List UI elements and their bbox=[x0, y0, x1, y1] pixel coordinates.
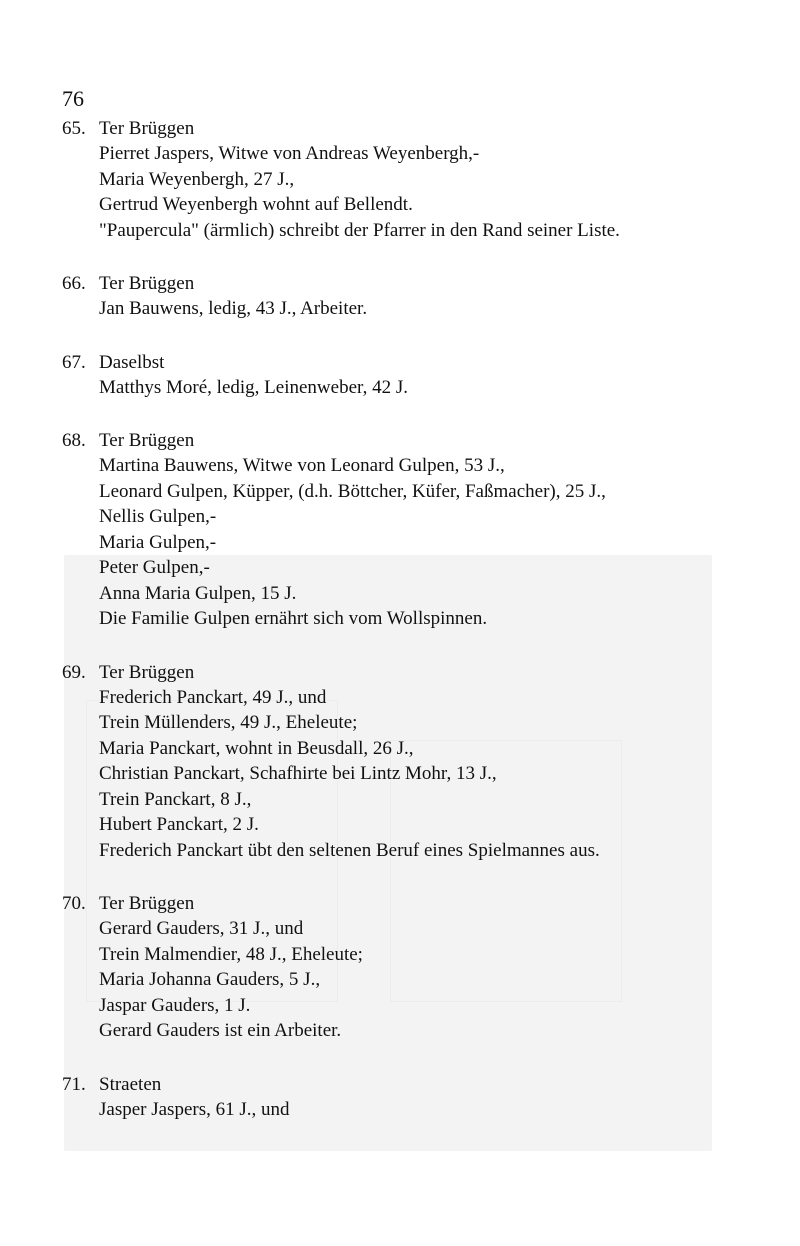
entry-line: Jasper Jaspers, 61 J., und bbox=[99, 1098, 290, 1120]
page-number: 76 bbox=[62, 86, 84, 111]
entry-number: 70. bbox=[62, 893, 86, 914]
entry-heading bbox=[62, 116, 762, 141]
entry-place: Ter Brüggen bbox=[99, 893, 195, 914]
entry-place: Ter Brüggen bbox=[99, 430, 195, 451]
entry bbox=[62, 271, 762, 322]
entry-heading bbox=[62, 428, 762, 453]
entry-lines bbox=[99, 141, 762, 243]
entry-place: Straeten bbox=[99, 1073, 162, 1095]
entry bbox=[62, 1072, 762, 1123]
entry-line: Maria Gulpen,- bbox=[99, 531, 217, 553]
entry bbox=[62, 891, 762, 1044]
entry-line: Die Familie Gulpen ernährt sich vom Wollspinnen. bbox=[99, 608, 488, 629]
entry-place: Ter Brüggen bbox=[99, 118, 195, 139]
entry-line: Anna Maria Gulpen, 15 J. bbox=[99, 582, 297, 604]
entry-line: Gerard Gauders ist ein Arbeiter. bbox=[99, 1020, 342, 1041]
entry-line: Maria Panckart, wohnt in Beusdall, 26 J., bbox=[99, 737, 414, 759]
entry-line: Trein Müllenders, 49 J., Eheleute; bbox=[99, 712, 358, 733]
entry-line: Nellis Gulpen,- bbox=[99, 506, 217, 527]
entry bbox=[62, 428, 762, 632]
entry-heading bbox=[62, 660, 762, 685]
entry-lines bbox=[99, 916, 762, 1044]
entry-place: Daselbst bbox=[99, 351, 165, 373]
entry-number: 67. bbox=[62, 351, 86, 373]
entry-line: Matthys Moré, ledig, Leinenweber, 42 J. bbox=[99, 376, 408, 398]
entry-list bbox=[62, 116, 762, 1150]
entry bbox=[62, 660, 762, 864]
entry-line: Christian Panckart, Schafhirte bei Lintz Mohr, 13 J., bbox=[99, 763, 497, 784]
entry-place: Ter Brüggen bbox=[99, 273, 195, 294]
entry-lines bbox=[99, 685, 762, 864]
entry-line: Maria Weyenbergh, 27 J., bbox=[99, 168, 295, 190]
entry-line: Leonard Gulpen, Küpper, (d.h. Böttcher, Küfer, Faßmacher), 25 J., bbox=[99, 480, 606, 502]
entry-line: Pierret Jaspers, Witwe von Andreas Weyenbergh,- bbox=[99, 143, 480, 164]
entry-lines bbox=[99, 296, 762, 322]
entry-line: Martina Bauwens, Witwe von Leonard Gulpen, 53 J., bbox=[99, 455, 505, 476]
entry-number: 71. bbox=[62, 1073, 86, 1095]
entry-line: "Paupercula" (ärmlich) schreibt der Pfarrer in den Rand seiner Liste. bbox=[99, 219, 620, 241]
entry bbox=[62, 350, 762, 401]
entry-line: Gerard Gauders, 31 J., und bbox=[99, 918, 304, 939]
entry-heading bbox=[62, 1072, 762, 1097]
entry-line: Maria Johanna Gauders, 5 J., bbox=[99, 969, 321, 990]
entry-lines bbox=[99, 453, 762, 632]
entry-line: Frederich Panckart übt den seltenen Beruf eines Spielmannes aus. bbox=[99, 839, 600, 861]
entry-place: Ter Brüggen bbox=[99, 661, 195, 683]
entry-heading bbox=[62, 891, 762, 916]
entry-line: Frederich Panckart, 49 J., und bbox=[99, 686, 327, 708]
entry-number: 69. bbox=[62, 661, 86, 683]
entry-line: Hubert Panckart, 2 J. bbox=[99, 814, 259, 835]
entry-line: Trein Panckart, 8 J., bbox=[99, 788, 252, 810]
entry-number: 68. bbox=[62, 430, 86, 451]
entry-number: 65. bbox=[62, 118, 86, 139]
entry-lines bbox=[99, 1097, 762, 1123]
entry-line: Peter Gulpen,- bbox=[99, 557, 210, 578]
entry-line: Jan Bauwens, ledig, 43 J., Arbeiter. bbox=[99, 298, 368, 319]
entry-line: Gertrud Weyenbergh wohnt auf Bellendt. bbox=[99, 194, 413, 215]
entry-lines bbox=[99, 375, 762, 401]
entry-line: Jaspar Gauders, 1 J. bbox=[99, 994, 251, 1016]
entry bbox=[62, 116, 762, 243]
entry-heading bbox=[62, 271, 762, 296]
entry-heading bbox=[62, 350, 762, 375]
entry-number: 66. bbox=[62, 273, 86, 294]
entry-line: Trein Malmendier, 48 J., Eheleute; bbox=[99, 943, 363, 965]
